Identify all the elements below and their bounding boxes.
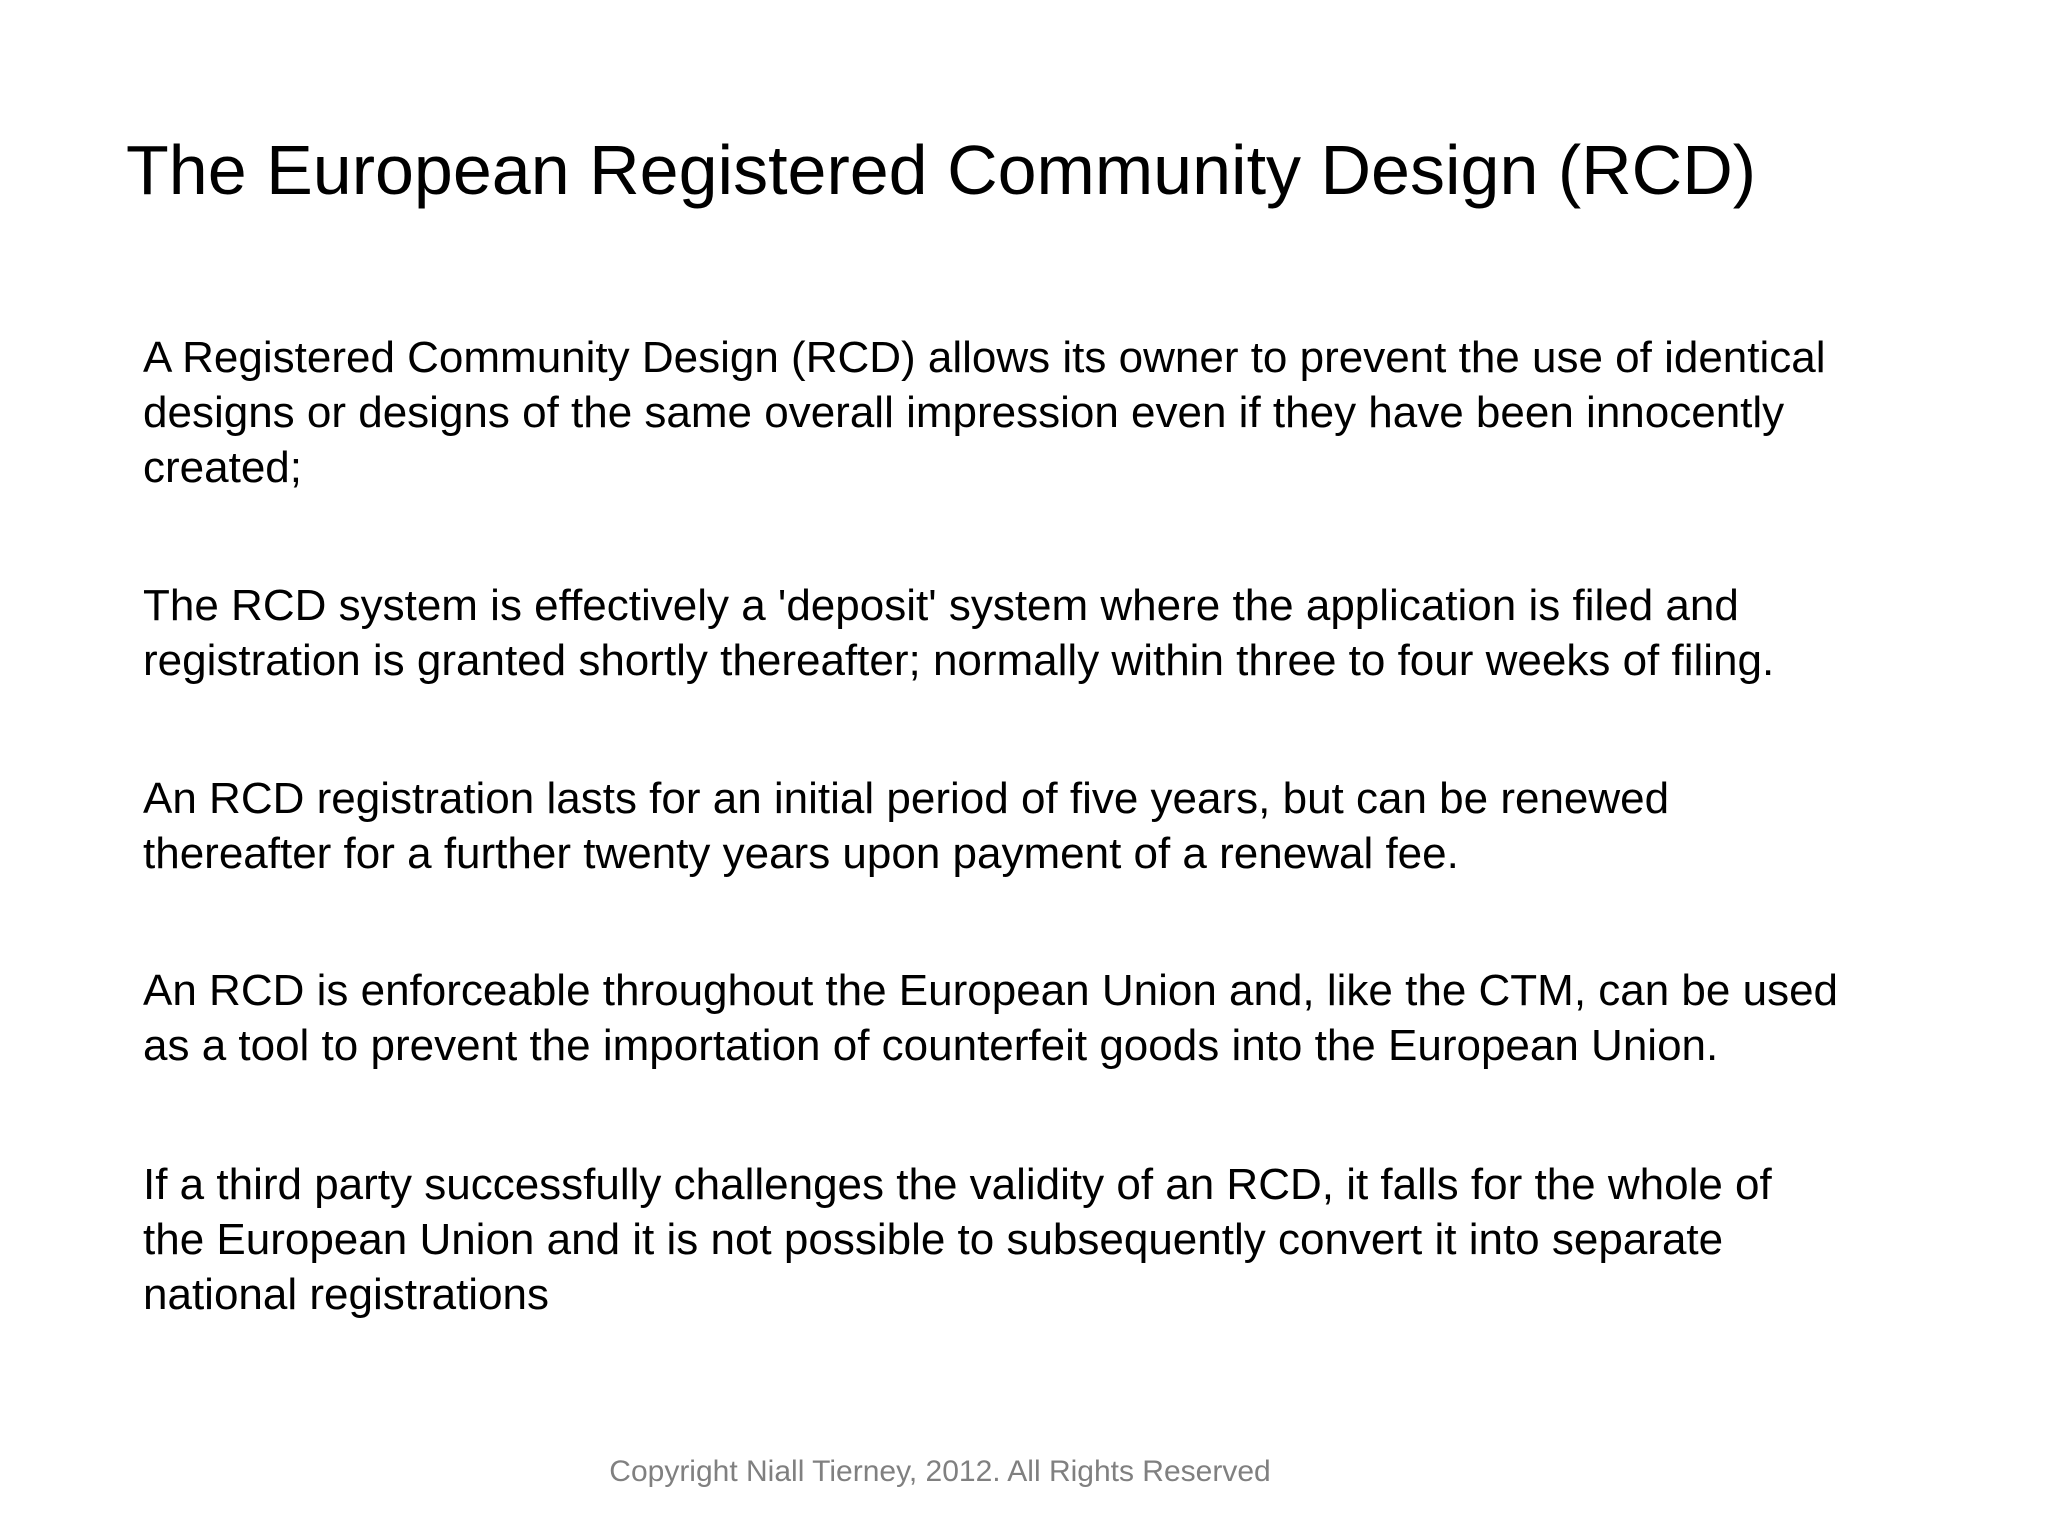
paragraph-line: thereafter for a further twenty years upon payment of a renewal fee. — [143, 829, 1459, 878]
paragraph-validity-challenge — [143, 1157, 1973, 1322]
paragraph-line: designs or designs of the same overall impression even if they have been innocently — [143, 388, 1785, 437]
paragraph-line: If a third party successfully challenges the validity of an RCD, it falls for the whole of — [143, 1160, 1772, 1209]
paragraph-line: An RCD is enforceable throughout the European Union and, like the CTM, can be used — [143, 966, 1839, 1015]
copyright-text: Copyright Niall Tierney, 2012. All Rights Reserved — [609, 1455, 1271, 1488]
paragraph-enforceability — [143, 963, 1973, 1073]
paragraph-line: created; — [143, 443, 302, 492]
paragraph-line: as a tool to prevent the importation of counterfeit goods into the European Union. — [143, 1021, 1719, 1070]
paragraph-line: the European Union and it is not possible to subsequently convert it into separate — [143, 1215, 1724, 1264]
paragraph-line: A Registered Community Design (RCD) allows its owner to prevent the use of identical — [143, 333, 1826, 382]
paragraph-line: The RCD system is effectively a 'deposit' system where the application is filed and — [143, 581, 1739, 630]
paragraph-line: registration is granted shortly thereafter; normally within three to four weeks of filing. — [143, 636, 1775, 685]
copyright-footer — [0, 1454, 1880, 1490]
paragraph-deposit-system — [143, 578, 1973, 688]
paragraph-line: An RCD registration lasts for an initial period of five years, but can be renewed — [143, 774, 1670, 823]
paragraph-rcd-definition — [143, 330, 1973, 495]
slide-title: The European Registered Community Design (RCD) — [126, 131, 1757, 209]
paragraph-registration-term — [143, 771, 1973, 881]
paragraph-line: national registrations — [143, 1270, 550, 1319]
